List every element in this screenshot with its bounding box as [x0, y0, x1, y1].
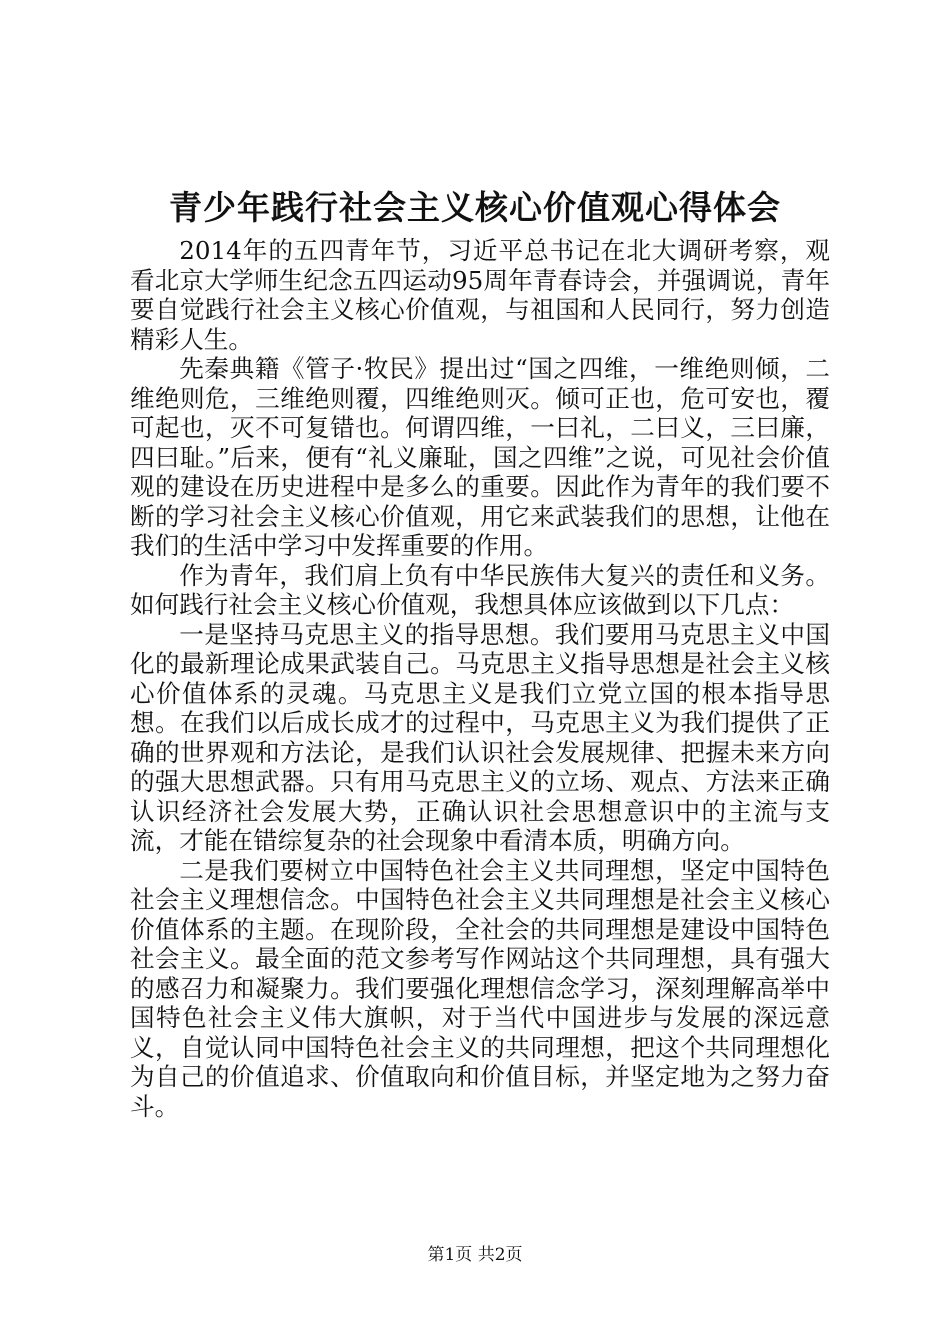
paragraph: 二是我们要树立中国特色社会主义共同理想，坚定中国特色社会主义理想信念。中国特色社会主义共同理想是社会主义核心价值体系的主题。在现阶段，全社会的共同理想是建设中国特色社会主义。最全面的范文参考写作网站这个共同理想，具有强大的感召力和凝聚力。我们要强化理想信念学习，深刻理解高举中国特色社会主义伟大旗帜，对于当代中国进步与发展的深远意义，自觉认同中国特色社会主义的共同理想，把这个共同理想化为自己的价值追求、价值取向和价值目标，并坚定地为之努力奋斗。 — [130, 855, 830, 1121]
paragraph: 一是坚持马克思主义的指导思想。我们要用马克思主义中国化的最新理论成果武装自己。马克思主义指导思想是社会主义核心价值体系的灵魂。马克思主义是我们立党立国的根本指导思想。在我们以后成长成才的过程中，马克思主义为我们提供了正确的世界观和方法论，是我们认识社会发展规律、把握未来方向的强大思想武器。只有用马克思主义的立场、观点、方法来正确认识经济社会发展大势，正确认识社会思想意识中的主流与支流，才能在错综复杂的社会现象中看清本质，明确方向。 — [130, 619, 830, 855]
document-title: 青少年践行社会主义核心价值观心得体会 — [169, 188, 781, 227]
paragraph: 先秦典籍《管子·牧民》提出过“国之四维，一维绝则倾，二维绝则危，三维绝则覆，四维绝则灭。倾可正也，危可安也，覆可起也，灭不可复错也。何谓四维，一曰礼，二曰义，三曰廉，四曰耻。”后来，便有“礼义廉耻，国之四维”之说，可见社会价值观的建设在历史进程中是多么的重要。因此作为青年的我们要不断的学习社会主义核心价值观，用它来武装我们的思想，让他在我们的生活中学习中发挥重要的作用。 — [130, 354, 830, 560]
document-body — [130, 236, 830, 1121]
paragraph: 2014年的五四青年节，习近平总书记在北大调研考察，观看北京大学师生纪念五四运动95周年青春诗会，并强调说，青年要自觉践行社会主义核心价值观，与祖国和人民同行，努力创造精彩人生。 — [130, 236, 830, 354]
page-footer: 第1页 共2页 — [427, 1245, 523, 1265]
paragraph: 作为青年，我们肩上负有中华民族伟大复兴的责任和义务。如何践行社会主义核心价值观，我想具体应该做到以下几点： — [130, 560, 830, 619]
